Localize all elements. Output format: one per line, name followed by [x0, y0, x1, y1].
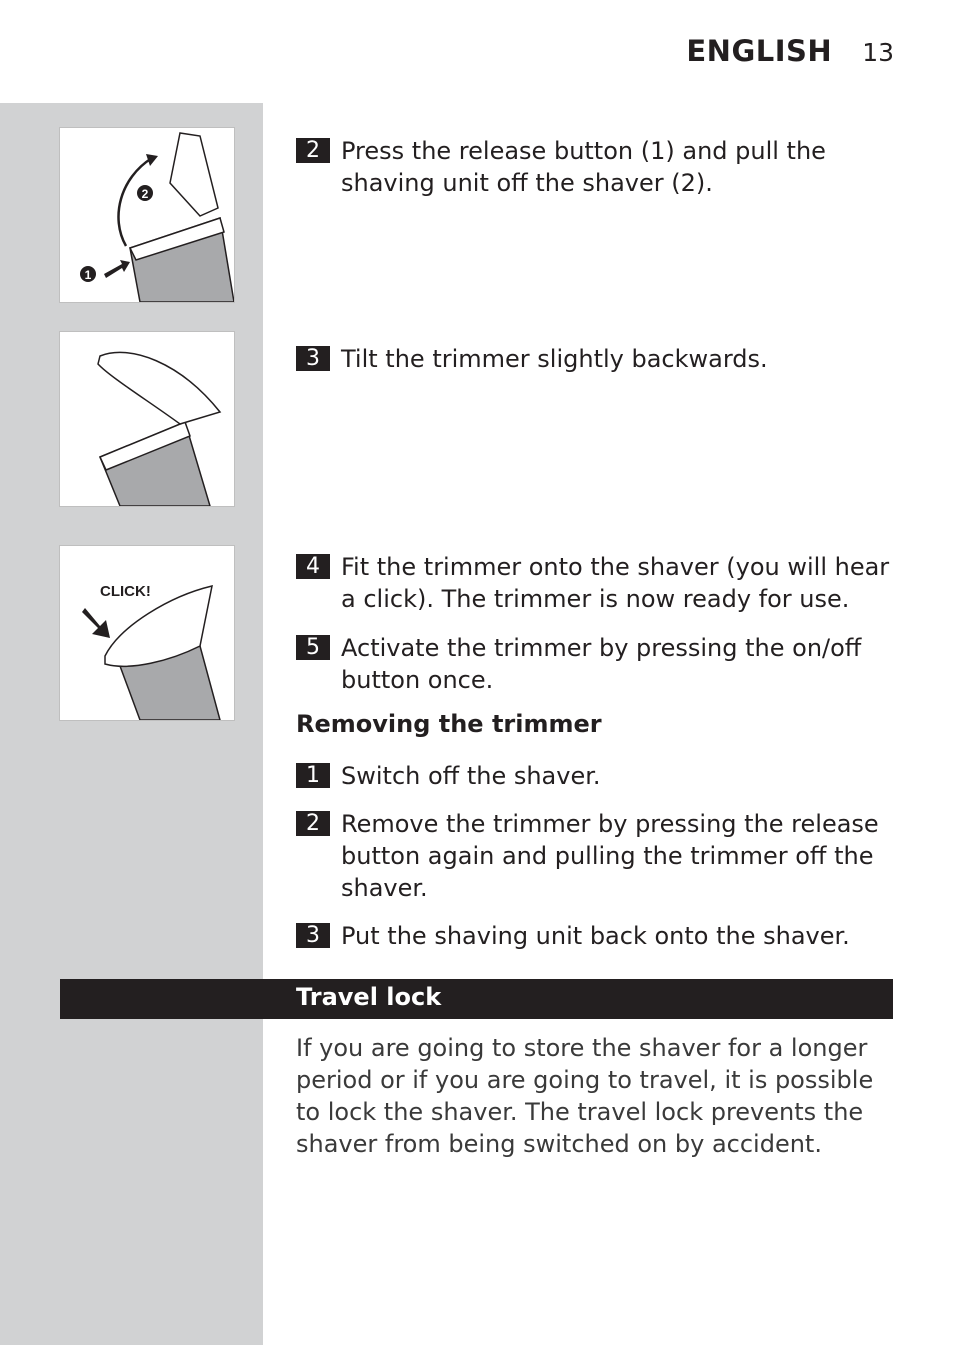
step-text: Activate the trimmer by pressing the on/off button once.: [341, 634, 862, 694]
list-item: [296, 632, 896, 696]
figure-pointer: [235, 140, 263, 168]
figure-pointer: [235, 552, 263, 580]
step-number: 2: [296, 138, 330, 163]
arrow-icon: [82, 608, 110, 638]
list-item: [296, 760, 896, 792]
figure-pointer: [235, 344, 263, 372]
click-caption: CLICK!: [100, 583, 151, 600]
trimmer-fit-illustration: [60, 546, 234, 720]
callout-1-label: 1: [84, 268, 92, 282]
step-text: Remove the trimmer by pressing the release button again and pulling the trimmer off the shaver.: [341, 810, 879, 902]
shaver-release-illustration: [60, 128, 234, 302]
callout-2-label: 2: [141, 187, 149, 201]
step-number: 4: [296, 554, 330, 579]
figure-release-shaving-unit: [59, 127, 235, 303]
page-header: [686, 34, 894, 68]
step-text: Switch off the shaver.: [341, 762, 601, 790]
step-text: Fit the trimmer onto the shaver (you will hear a click). The trimmer is now ready for use.: [341, 553, 890, 613]
page-number: 13: [862, 38, 894, 67]
language-label: ENGLISH: [686, 34, 833, 68]
step-number: 3: [296, 346, 330, 371]
figure-tilt-trimmer: [59, 331, 235, 507]
step-number: 1: [296, 763, 330, 788]
list-item: [296, 920, 896, 952]
step-text: Tilt the trimmer slightly backwards.: [341, 345, 768, 373]
list-item: [296, 135, 896, 199]
arrow-icon: [104, 260, 130, 278]
section-title: Travel lock: [296, 983, 442, 1011]
step-number: 2: [296, 811, 330, 836]
trimmer-tilt-illustration: [60, 332, 234, 506]
step-number: 3: [296, 923, 330, 948]
section-title-bar: [60, 979, 893, 1019]
step-text: Press the release button (1) and pull the shaving unit off the shaver (2).: [341, 137, 826, 197]
section-heading: Removing the trimmer: [296, 710, 602, 738]
list-item: [296, 551, 896, 615]
list-item: [296, 808, 896, 904]
step-number: 5: [296, 635, 330, 660]
figure-fit-trimmer: [59, 545, 235, 721]
step-text: Put the shaving unit back onto the shaver.: [341, 922, 850, 950]
body-paragraph: If you are going to store the shaver for a longer period or if you are going to travel, it is possible to lock the shaver. The travel lock prevents the shaver from being switched on by accident.: [296, 1034, 874, 1158]
list-item: [296, 343, 896, 375]
